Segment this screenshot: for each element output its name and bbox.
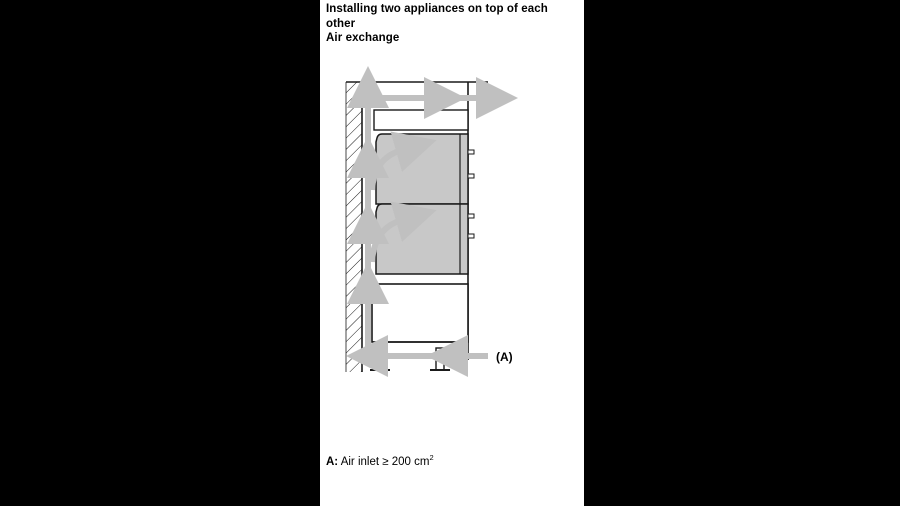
wall-hatching — [346, 82, 362, 372]
base-cabinet — [372, 284, 468, 342]
callout-label-a: (A) — [496, 350, 513, 364]
page-title-line1: Installing two appliances on top of each other — [326, 3, 548, 30]
caption-label: A: — [326, 455, 339, 468]
lower-appliance — [376, 204, 474, 274]
diagram-svg — [320, 62, 584, 402]
page-title-line2: Air exchange — [326, 32, 400, 44]
figure-caption — [326, 450, 434, 470]
page-title — [326, 2, 576, 46]
air-exchange-diagram — [320, 62, 584, 402]
caption-superscript: 2 — [429, 453, 434, 462]
top-shelf-box — [374, 110, 468, 130]
upper-appliance — [376, 134, 474, 204]
document-sheet — [320, 0, 584, 506]
caption-text: Air inlet ≥ 200 cm — [338, 455, 430, 468]
